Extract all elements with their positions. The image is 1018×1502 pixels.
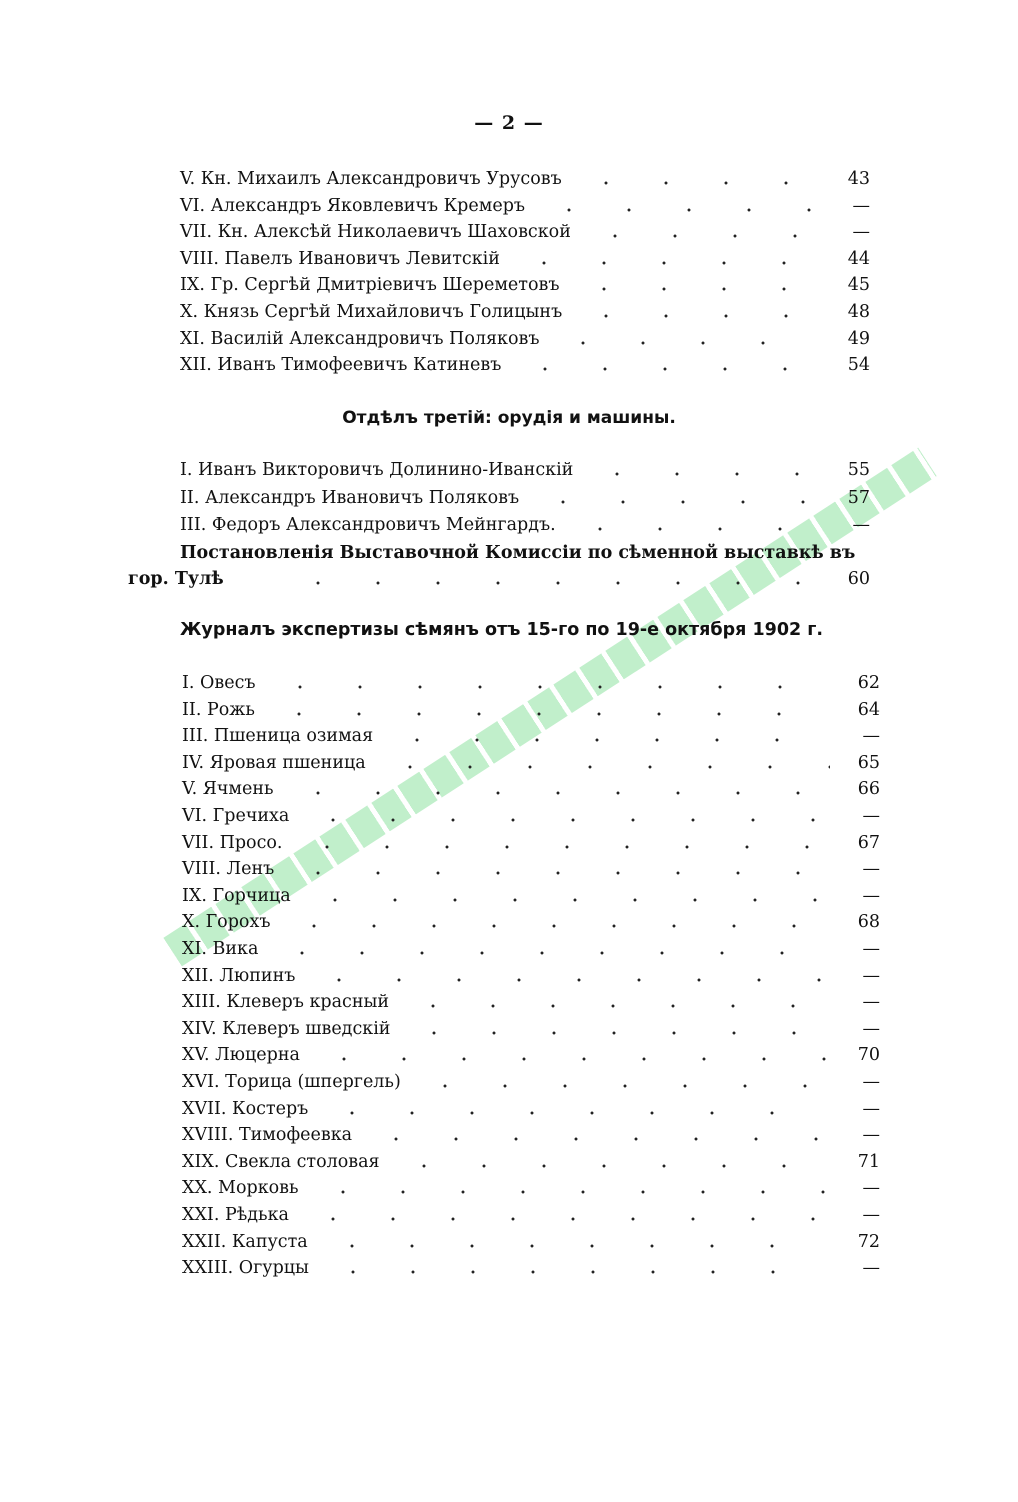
toc-entry-page: — <box>862 1178 880 1199</box>
page-number: — 2 — <box>474 112 544 134</box>
toc-entry-page: — <box>862 885 880 906</box>
toc-entry-label: XIV. Клеверъ шведскій <box>182 1018 391 1039</box>
leader-dots <box>404 1016 830 1042</box>
toc-entry-page: 70 <box>857 1045 880 1066</box>
leader-dots <box>514 246 820 272</box>
toc-entry-label: III. Федоръ Александровичъ Мейнгардъ. <box>180 515 556 535</box>
leader-dots <box>309 963 830 989</box>
toc-entry-label: XX. Морковь <box>182 1178 299 1199</box>
toc-entry-page: 48 <box>847 302 870 322</box>
toc-entry <box>180 166 870 192</box>
toc-entry <box>182 776 880 802</box>
toc-entry <box>182 989 880 1015</box>
toc-entry-label: XI. Василій Александровичъ Поляковъ <box>180 328 540 349</box>
toc-entry-page: 65 <box>857 752 880 773</box>
toc-entry-label: IV. Яровая пшеница <box>182 752 366 773</box>
leader-dots <box>314 1042 830 1068</box>
toc-entry-label: III. Пшеница озимая <box>182 726 374 747</box>
toc-entry-page: 66 <box>857 779 880 800</box>
toc-entry <box>180 299 870 325</box>
toc-entry-page: — <box>852 195 870 216</box>
toc-entry-page: 57 <box>847 487 870 508</box>
toc-entry-label: IX. Гр. Сергѣй Дмитріевичъ Шереметовъ <box>180 275 560 296</box>
toc-entry <box>182 856 880 882</box>
toc-entry-label: XV. Люцерна <box>182 1045 300 1066</box>
toc-entry-page: — <box>862 1072 880 1092</box>
leader-dots <box>394 1149 830 1175</box>
leader-dots <box>515 352 820 378</box>
toc-entry <box>180 193 870 219</box>
toc-entry-page: — <box>852 222 870 243</box>
toc-entry <box>182 1122 880 1148</box>
toc-entry-page: — <box>862 1098 880 1119</box>
toc-entry-label: XIX. Свекла столовая <box>182 1151 380 1172</box>
toc-entry <box>180 326 870 352</box>
toc-entry <box>182 1016 880 1042</box>
toc-entry-page: 44 <box>847 248 870 269</box>
toc-entry-page: 68 <box>857 912 880 933</box>
leader-dots <box>322 1229 830 1255</box>
toc-entry-page: 62 <box>857 673 880 693</box>
toc-entry-label: II. Александръ Ивановичъ Поляковъ <box>180 487 520 508</box>
resolution-line-1 <box>180 540 870 566</box>
resolution-city-prefix: гор. <box>128 569 169 589</box>
toc-entry-label: XI. Вика <box>182 939 259 959</box>
toc-entry-label: I. Иванъ Викторовичъ Долинино-Иванскій <box>180 460 574 480</box>
toc-entry <box>182 830 880 856</box>
toc-entry-label: VII. Кн. Алексѣй Николаевичъ Шаховской <box>180 222 571 243</box>
toc-entry-page: 67 <box>857 832 880 853</box>
toc-entry <box>182 723 880 749</box>
section-heading-tools: Отдѣлъ третій: орудія и машины. <box>342 408 676 428</box>
leader-dots <box>313 1175 830 1201</box>
toc-entry <box>182 1175 880 1201</box>
toc-entry <box>182 697 880 723</box>
toc-entry <box>182 1149 880 1175</box>
toc-entry-label: XXIII. Огурцы <box>182 1258 309 1279</box>
toc-entry <box>180 512 870 538</box>
leader-dots <box>323 1255 830 1281</box>
toc-entry-label: VIII. Ленъ <box>182 859 275 880</box>
toc-entry-label: X. Горохъ <box>182 912 271 933</box>
toc-entry <box>182 1042 880 1068</box>
leader-dots <box>533 485 820 511</box>
toc-entry-page: 43 <box>847 169 870 189</box>
journal-heading: Журналъ экспертизы сѣмянъ отъ 15-го по 19-е октября 1902 г. <box>180 620 824 640</box>
resolution-text: Постановленія Выставочной Комиссіи по сѣменной выставкѣ въ <box>180 543 856 563</box>
toc-entry-page: — <box>862 806 880 826</box>
leader-dots <box>284 909 830 935</box>
leader-dots <box>297 830 830 856</box>
toc-entry-label: VI. Александръ Яковлевичъ Кремеръ <box>180 195 526 216</box>
toc-entry-label: XIII. Клеверъ красный <box>182 992 390 1013</box>
leader-dots <box>288 566 810 592</box>
toc-entry-label: IX. Горчица <box>182 885 291 906</box>
leader-dots <box>305 883 830 909</box>
toc-entry-label: XXI. Рѣдька <box>182 1205 289 1225</box>
toc-entry-label: XXII. Капуста <box>182 1231 308 1252</box>
toc-entry-page: — <box>852 515 870 535</box>
leader-dots <box>303 803 830 829</box>
toc-entry-page: — <box>862 726 880 747</box>
toc-entry-label: XII. Иванъ Тимофеевичъ Катиневъ <box>180 355 502 376</box>
toc-entry <box>182 963 880 989</box>
leader-dots <box>272 936 830 962</box>
toc-entry-label: I. Овесъ <box>182 673 256 693</box>
leader-dots <box>387 723 830 749</box>
toc-entry <box>180 485 870 511</box>
leader-dots <box>574 272 820 298</box>
toc-entry <box>182 909 880 935</box>
toc-entry-page: 71 <box>857 1151 880 1172</box>
leader-dots <box>415 1069 830 1095</box>
toc-entry-page: — <box>862 1018 880 1039</box>
toc-entry-label: VIII. Павелъ Ивановичъ Левитскій <box>180 248 500 269</box>
toc-entry-page: — <box>862 859 880 880</box>
toc-entry-page: — <box>862 992 880 1013</box>
leader-dots <box>587 457 820 483</box>
toc-entry-page: 49 <box>847 328 870 349</box>
toc-entry-label: XVI. Торица (шпергель) <box>182 1072 401 1092</box>
toc-entry <box>180 272 870 298</box>
toc-entry <box>182 670 880 696</box>
toc-entry <box>182 750 880 776</box>
toc-entry <box>180 457 870 483</box>
toc-entry <box>182 803 880 829</box>
leader-dots <box>576 166 820 192</box>
toc-entry <box>182 1255 880 1281</box>
resolution-page: 60 <box>847 569 870 589</box>
leader-dots <box>570 512 820 538</box>
toc-entry-label: II. Рожь <box>182 699 255 720</box>
toc-entry-label: VI. Гречиха <box>182 806 290 826</box>
leader-dots <box>366 1122 830 1148</box>
resolution-city <box>128 566 224 592</box>
toc-entry-label: V. Ячмень <box>182 779 274 800</box>
toc-entry-label: X. Князь Сергѣй Михайловичъ Голицынъ <box>180 302 563 322</box>
leader-dots <box>539 193 820 219</box>
toc-entry-page: 55 <box>847 460 870 480</box>
toc-entry <box>182 1069 880 1095</box>
toc-entry-page: — <box>862 965 880 986</box>
toc-entry <box>180 352 870 378</box>
leader-dots <box>380 750 830 776</box>
toc-entry <box>180 246 870 272</box>
leader-dots <box>288 856 830 882</box>
resolution-line-2 <box>128 566 870 592</box>
toc-entry <box>182 883 880 909</box>
leader-dots <box>553 326 820 352</box>
toc-entry-page: 64 <box>857 699 880 720</box>
toc-entry-label: XII. Люпинъ <box>182 965 296 986</box>
toc-entry <box>182 1202 880 1228</box>
leader-dots <box>288 776 830 802</box>
leader-dots <box>322 1096 830 1122</box>
toc-entry-label: XVIII. Тимофеевка <box>182 1125 353 1146</box>
toc-entry-page: — <box>862 1205 880 1225</box>
toc-entry-page: 45 <box>847 275 870 296</box>
leader-dots <box>269 697 830 723</box>
toc-entry-page: 54 <box>847 355 870 376</box>
toc-entry-page: — <box>862 1258 880 1279</box>
toc-entry-page: 72 <box>857 1231 880 1252</box>
toc-entry <box>180 219 870 245</box>
toc-entry-label: VII. Просо. <box>182 832 283 853</box>
toc-entry-page: — <box>862 1125 880 1146</box>
leader-dots <box>585 219 820 245</box>
leader-dots <box>576 299 820 325</box>
resolution-city-name: Тулѣ <box>174 569 224 589</box>
toc-entry-label: V. Кн. Михаилъ Александровичъ Урусовъ <box>180 169 562 189</box>
toc-entry-label: XVII. Костеръ <box>182 1098 309 1119</box>
toc-entry <box>182 1096 880 1122</box>
leader-dots <box>303 1202 830 1228</box>
leader-dots <box>403 989 830 1015</box>
toc-entry <box>182 936 880 962</box>
toc-entry <box>182 1229 880 1255</box>
leader-dots <box>270 670 830 696</box>
toc-entry-page: — <box>862 939 880 959</box>
